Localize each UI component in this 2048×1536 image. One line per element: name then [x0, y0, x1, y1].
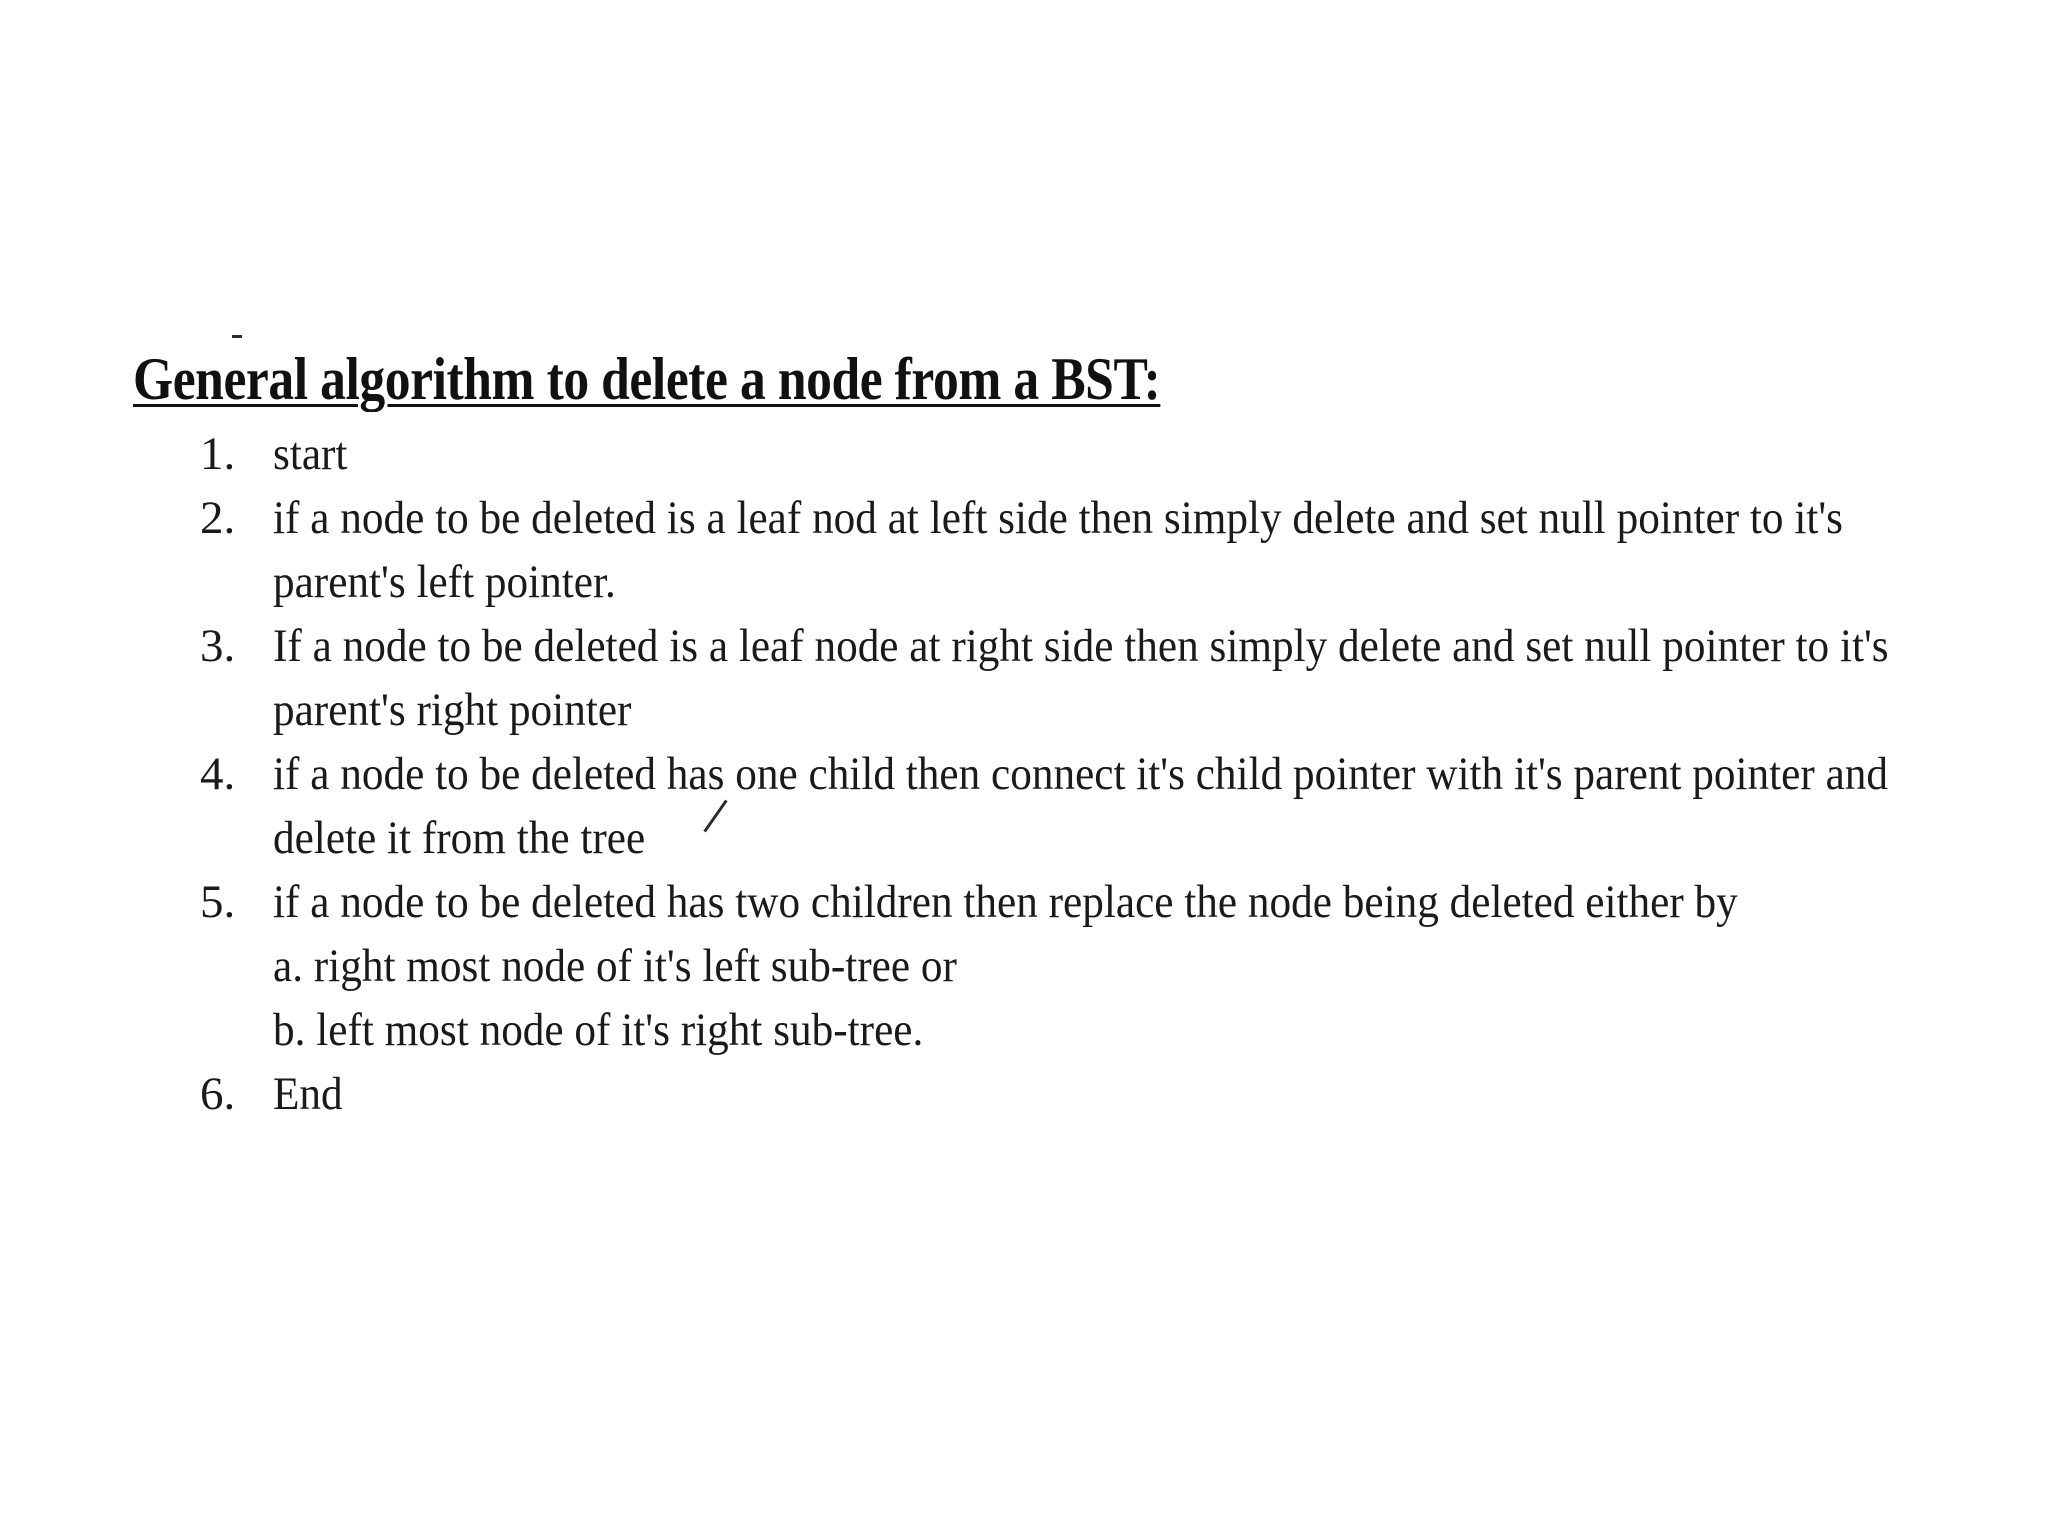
step-number: 5.: [200, 876, 236, 928]
step-6: [200, 1062, 1920, 1126]
step-text: if a node to be deleted has one child then connect it's child pointer with it's parent pointer and delete it from the tree: [273, 748, 1889, 864]
step-4: [200, 742, 1920, 870]
step-number: 4.: [200, 748, 236, 800]
page-title: General algorithm to delete a node from a BST:: [133, 346, 1161, 412]
step-number: 3.: [200, 620, 236, 672]
substep-a: a. right most node of it's left sub-tree or: [273, 940, 957, 992]
step-1: [200, 422, 1920, 486]
stray-ink-mark: [232, 335, 242, 338]
step-text: if a node to be deleted is a leaf nod at left side then simply delete and set null pointer to it's parent's left pointer.: [273, 492, 1844, 608]
step-5: [200, 870, 1920, 1062]
step-number: 1.: [200, 428, 236, 480]
step-number: 2.: [200, 492, 236, 544]
step-text: start: [273, 428, 348, 480]
step-2: [200, 486, 1920, 614]
algorithm-steps-list: [200, 422, 1920, 1126]
step-text-group: [273, 870, 1920, 1062]
step-number: 6.: [200, 1068, 236, 1120]
step-text: if a node to be deleted has two children then replace the node being deleted either by: [273, 876, 1738, 928]
step-text: End: [273, 1068, 343, 1120]
substep-b: b. left most node of it's right sub-tree.: [273, 1004, 924, 1056]
step-text: If a node to be deleted is a leaf node at right side then simply delete and set null pointer to it's parent's right pointer: [273, 620, 1889, 736]
step-3: [200, 614, 1920, 742]
